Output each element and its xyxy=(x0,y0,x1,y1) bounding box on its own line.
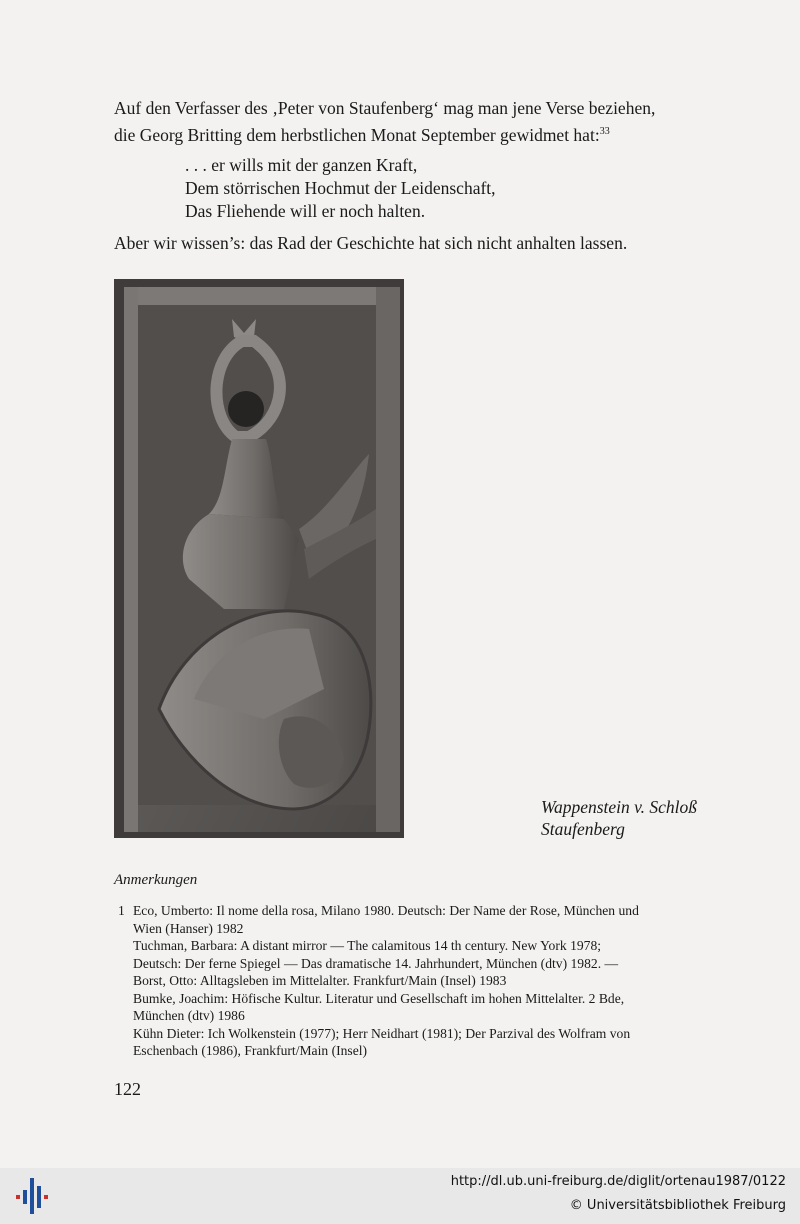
note-line: Tuchman, Barbara: A distant mirror — The calamitous 14 th century. New York 1978; xyxy=(133,938,602,953)
poem-quote xyxy=(185,154,496,223)
note-line: Kühn Dieter: Ich Wolkenstein (1977); Herr Neidhart (1981); Der Parzival des Wolfram von xyxy=(133,1025,631,1041)
intro-line-2: die Georg Britting dem herbstlichen Monat September gewidmet hat: xyxy=(114,125,600,145)
note-line: Eschenbach (1986), Frankfurt/Main (Insel) xyxy=(133,1043,368,1058)
library-logo-icon[interactable] xyxy=(14,1176,50,1216)
closing-paragraph: Aber wir wissen’s: das Rad der Geschichte hat sich nicht anhalten lassen. xyxy=(114,233,628,253)
intro-line-1: Auf den Verfasser des ‚Peter von Staufenberg‘ mag man jene Verse beziehen, xyxy=(114,98,656,118)
caption-line-1: Wappenstein v. Schloß xyxy=(541,797,698,817)
notes-list xyxy=(118,902,728,1060)
note-line: Wien (Hanser) 1982 xyxy=(133,920,244,936)
note-line: Deutsch: Der ferne Spiegel — Das dramatische 14. Jahrhundert, München (dtv) 1982. — xyxy=(133,955,619,971)
intro-paragraph xyxy=(114,97,734,147)
caption-line-2: Staufenberg xyxy=(541,819,625,839)
copyright-text: © Universitätsbibliothek Freiburg xyxy=(569,1198,786,1213)
verse-line-2: Dem störrischen Hochmut der Leidenschaft, xyxy=(185,178,496,198)
note-line: Bumke, Joachim: Höfische Kultur. Literatur und Gesellschaft im hohen Mittelalter. 2 Bde, xyxy=(133,990,625,1006)
figure-caption xyxy=(541,796,697,840)
note-line: Eco, Umberto: Il nome della rosa, Milano 1980. Deutsch: Der Name der Rose, München und xyxy=(133,903,639,918)
verse-line-3: Das Fliehende will er noch halten. xyxy=(185,201,426,221)
library-footer xyxy=(0,1168,800,1224)
note-item xyxy=(118,902,728,1060)
footnote-ref[interactable]: 33 xyxy=(599,126,610,137)
notes-heading: Anmerkungen xyxy=(114,872,198,888)
page-number: 122 xyxy=(114,1079,141,1099)
stone-relief-image xyxy=(114,279,404,838)
coat-of-arms-photo xyxy=(114,279,404,838)
note-line: Borst, Otto: Alltagsleben im Mittelalter. Frankfurt/Main (Insel) 1983 xyxy=(133,973,507,988)
note-line: München (dtv) 1986 xyxy=(133,1008,245,1023)
verse-line-1: . . . er wills mit der ganzen Kraft, xyxy=(185,155,418,175)
note-number: 1 xyxy=(118,903,125,918)
source-url-link[interactable]: http://dl.ub.uni-freiburg.de/diglit/ortenau1987/0122 xyxy=(450,1174,786,1189)
